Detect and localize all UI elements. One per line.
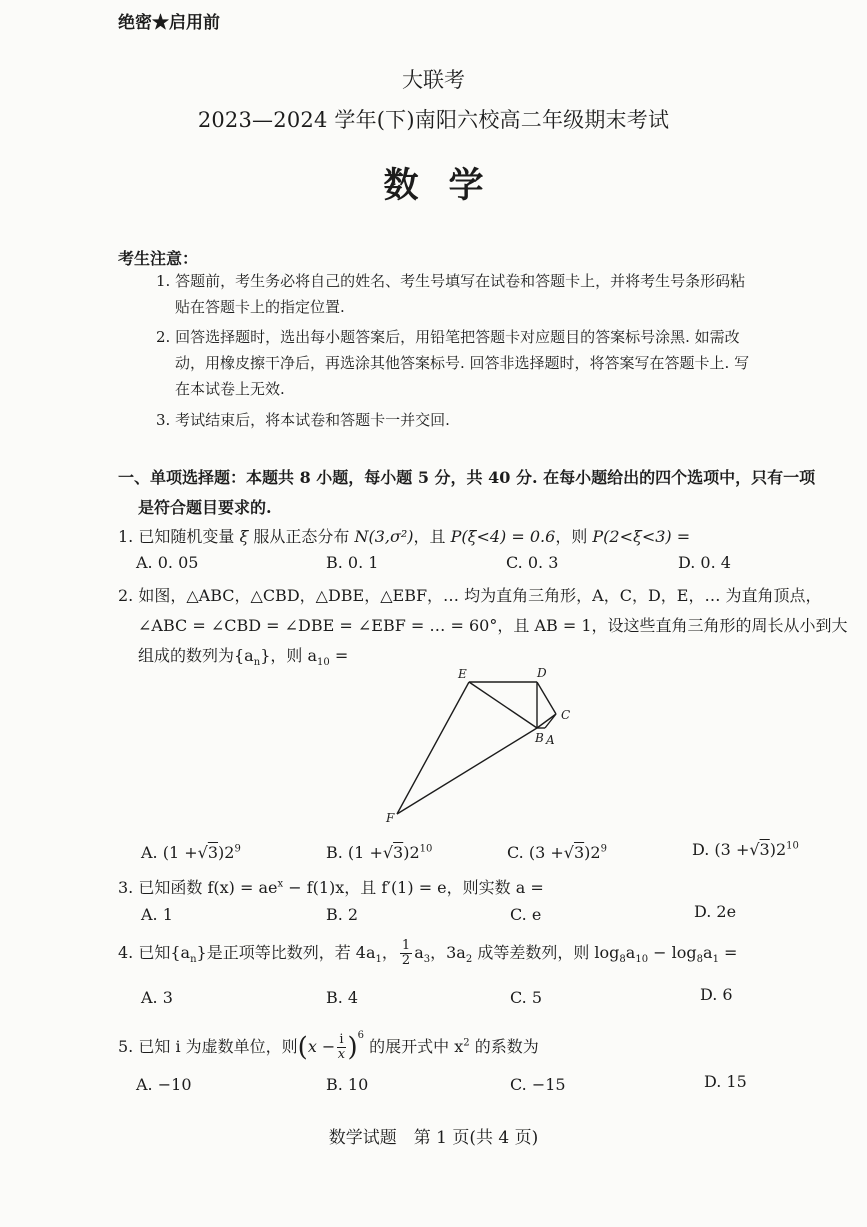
question-4-stem: 4. 已知$\{a_n\}$是正项等比数列，若 $4a_1$， $\frac{1}{2}$ $a_3$，$3a_2$ 成等差数列，则 $\log_8a_{10} - \log_8a_1$ = xyxy=(118,938,738,968)
exam-title: 2023—2024 学年(下)南阳六校高二年级期末考试 xyxy=(197,108,670,132)
question-5-option-b: B. 10 xyxy=(326,1075,369,1094)
edge-FB xyxy=(397,728,537,814)
edge-EF xyxy=(397,682,469,814)
section-heading-line-2: 是符合题目要求的. xyxy=(138,498,272,517)
question-4-option-d: D. 6 xyxy=(700,985,733,1004)
question-3-option-b: B. 2 xyxy=(326,905,359,924)
note-1-line-2: 贴在答题卡上的指定位置. xyxy=(175,298,345,316)
label-A: A xyxy=(546,733,555,747)
label-B: B xyxy=(535,731,544,745)
question-5-option-c: C. −15 xyxy=(510,1075,566,1094)
question-2-line-3: 组成的数列为$\{a_n\}$，则 $a_{10}$ = xyxy=(138,646,349,669)
fraction-i-over-x: $\frac{i}{x}$ xyxy=(337,1032,346,1062)
page-footer: 数学试题 第 1 页(共 4 页) xyxy=(328,1128,539,1148)
note-2-line-2: 动，用橡皮擦干净后，再选涂其他答案标号. 回答非选择题时，将答案写在答题卡上. 写 xyxy=(175,354,750,372)
question-3-stem: 3. 已知函数 $f(x) = ae^x - f(1)x$，且 f′(1) = e，则实数 a = xyxy=(118,878,544,897)
edge-DC xyxy=(537,682,556,714)
question-2-line-2: ∠ABC = ∠CBD = ∠DBE = ∠EBF = … = 60°，且 AB = 1，设这些直角三角形的周长从小到大 xyxy=(138,616,848,635)
question-2-option-b: B. $(1 +√3)2^{10}$ xyxy=(326,843,433,862)
label-F: F xyxy=(386,811,395,822)
question-1-option-c: C. 0. 3 xyxy=(506,553,559,572)
fraction-one-half: $\frac{1}{2}$ xyxy=(401,938,411,968)
question-2-line-1: 2. 如图，△ABC，△CBD，△DBE，△EBF，… 均为直角三角形，A，C，D，E，… 为直角顶点， xyxy=(118,586,822,605)
question-5-stem: 5. 已知 i 为虚数单位，则(x − $\frac{i}{x})^6$ 的展开式中 $x^2$ 的系数为 xyxy=(118,1030,539,1063)
label-C: C xyxy=(561,708,571,722)
exam-series-title: 大联考 xyxy=(402,68,465,92)
question-1-stem: 1. 已知随机变量 ξ 服从正态分布 N(3,σ²)，且 P(ξ<4) = 0.6，则 P(2<ξ<3) = xyxy=(118,527,691,546)
question-2-option-a: A. $(1 +√3)2^9$ xyxy=(141,843,241,862)
question-1-option-a: A. 0. 05 xyxy=(136,553,199,572)
question-1-option-d: D. 0. 4 xyxy=(678,553,731,572)
question-3-option-c: C. e xyxy=(510,905,542,924)
label-D: D xyxy=(537,666,547,680)
question-3-option-d: D. 2e xyxy=(694,902,737,921)
subject-title: 数学 xyxy=(383,165,514,206)
note-2-line-3: 在本试卷上无效. xyxy=(175,380,285,398)
question-4-option-c: C. 5 xyxy=(510,988,543,1007)
label-E: E xyxy=(458,667,467,681)
triangle-figure xyxy=(380,662,590,822)
question-5-option-a: A. −10 xyxy=(136,1075,192,1094)
notes-heading: 考生注意： xyxy=(118,249,199,268)
section-heading-line-1: 一、单项选择题：本题共 8 小题，每小题 5 分，共 40 分. 在每小题给出的四个选项中，只有一项 xyxy=(118,468,816,487)
question-3-option-a: A. 1 xyxy=(141,905,173,924)
question-5-option-d: D. 15 xyxy=(704,1072,747,1091)
note-3: 3. 考试结束后，将本试卷和答题卡一并交回. xyxy=(156,411,450,429)
question-4-option-a: A. 3 xyxy=(141,988,173,1007)
question-2-option-c: C. $(3 +√3)2^9$ xyxy=(507,843,607,862)
question-2-option-d: D. $(3 +√3)2^{10}$ xyxy=(692,840,799,859)
edge-EB xyxy=(469,682,537,728)
confidential-mark: 绝密★启用前 xyxy=(118,13,220,33)
question-4-option-b: B. 4 xyxy=(326,988,359,1007)
question-1-option-b: B. 0. 1 xyxy=(326,553,379,572)
note-1-line-1: 1. 答题前，考生务必将自己的姓名、考生号填写在试卷和答题卡上，并将考生号条形码粘 xyxy=(156,272,746,290)
note-2-line-1: 2. 回答选择题时，选出每小题答案后，用铅笔把答题卡对应题目的答案标号涂黑. 如需改 xyxy=(156,328,740,346)
